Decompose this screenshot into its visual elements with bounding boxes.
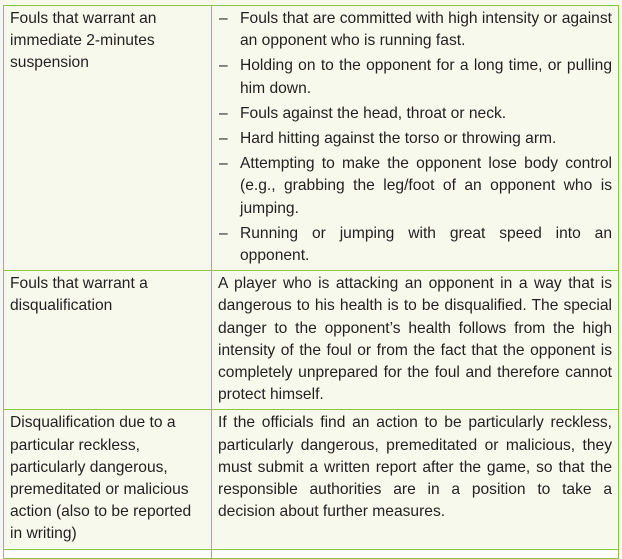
- list-item-text: Fouls that are committed with high intensity or against an opponent who is running fast.: [240, 10, 612, 50]
- list-item-text: Fouls against the head, throat or neck.: [240, 104, 507, 122]
- row-label-cell: [4, 6, 212, 271]
- bullet-dash: –: [219, 130, 228, 148]
- list-item: [218, 55, 612, 99]
- foul-list: [218, 8, 612, 267]
- bullet-dash: –: [219, 155, 228, 173]
- row-description-cell: [212, 6, 619, 271]
- row-label: Disqualification due to a particular reckless, particularly dangerous, premeditated or malicious action (also to be reported in writing): [10, 414, 192, 543]
- bullet-dash: –: [219, 104, 228, 122]
- bullet-dash: –: [219, 10, 228, 27]
- list-item-text: Holding on to the opponent for a long time, or pulling him down.: [240, 57, 612, 97]
- list-item-text: Attempting to make the opponent lose body control (e.g., grabbing the leg/foot of an opponent who is jumping.: [240, 155, 612, 217]
- row-label-cell: [4, 271, 212, 410]
- row-label: Fouls that warrant an immediate 2-minutes suspension: [10, 10, 157, 72]
- row-label: Fouls that warrant a disqualification: [10, 275, 148, 315]
- list-item-text: Running or jumping with great speed into an opponent.: [240, 224, 612, 265]
- row-description: A player who is attacking an opponent in a way that is dangerous to his health is to be disqualified. The special danger to the opponent’s health follows from the high intensity of the foul or from the fact that the opponent is completely unprepared for the foul and therefore cannot protect himself.: [218, 275, 612, 404]
- foul-rules-table: [3, 5, 619, 559]
- row-description-cell: [212, 271, 619, 410]
- table-row: [4, 271, 619, 410]
- row-description: If the officials find an action to be particularly reckless, particularly dangerous, premeditated or malicious, they must submit a written report after the game, so that the responsible authorities are in a position to take a decision about further measures.: [218, 414, 612, 521]
- list-item: [218, 223, 612, 267]
- bullet-dash: –: [219, 57, 228, 75]
- list-item: [218, 8, 612, 52]
- list-item: [218, 128, 612, 150]
- list-item: [218, 103, 612, 125]
- table-row-partial: [4, 549, 619, 558]
- empty-cell: [4, 549, 212, 558]
- list-item: [218, 153, 612, 220]
- row-label-cell: [4, 410, 212, 549]
- row-description-cell: [212, 410, 619, 549]
- table-row: [4, 6, 619, 271]
- list-item-text: Hard hitting against the torso or throwing arm.: [240, 130, 557, 148]
- bullet-dash: –: [219, 224, 228, 242]
- table-row: [4, 410, 619, 549]
- empty-cell: [212, 549, 619, 558]
